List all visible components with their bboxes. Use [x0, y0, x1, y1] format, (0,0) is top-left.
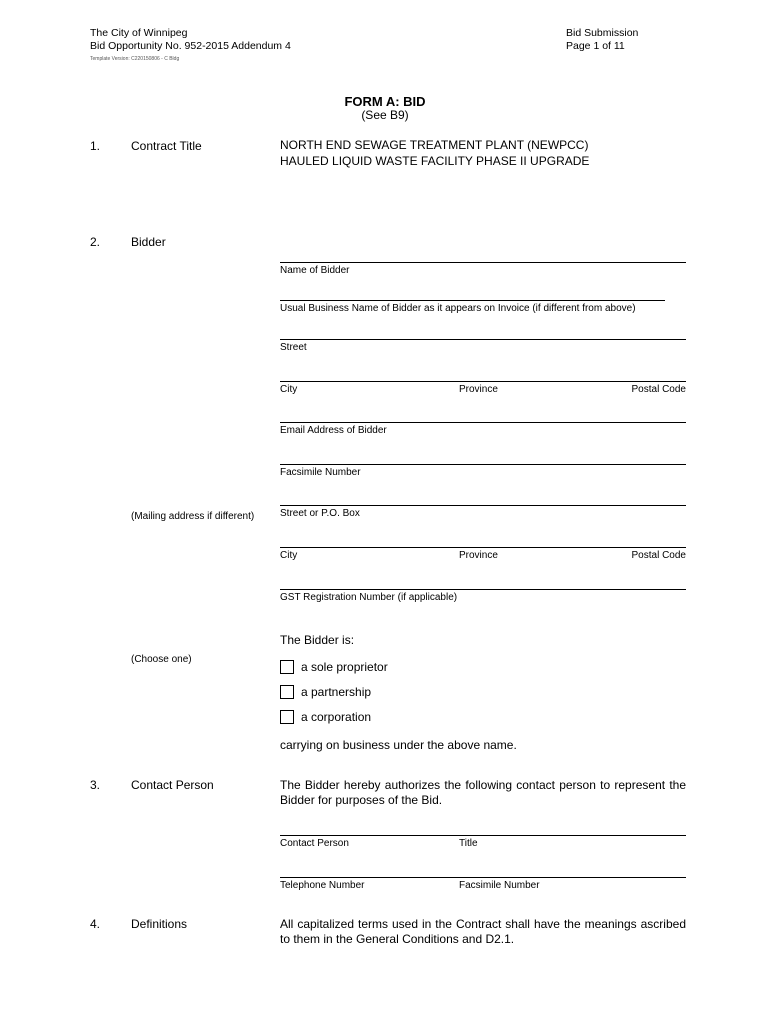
bidder-is-label: The Bidder is: [280, 633, 355, 647]
mailing-street-label: Street or P.O. Box [280, 508, 360, 519]
bidder-name-field[interactable] [280, 262, 686, 263]
contact-person-label: Contact Person [280, 838, 349, 849]
form-subtitle: (See B9) [361, 108, 409, 122]
mailing-postal-code-label: Postal Code [631, 550, 686, 561]
template-version: Template Version: C220150806 - C Bldg [90, 56, 180, 62]
city-province-postal-field[interactable] [280, 381, 686, 382]
fax-label: Facsimile Number [280, 467, 361, 478]
section-2-heading: Bidder [131, 235, 166, 249]
mailing-city-province-postal-field[interactable] [280, 547, 686, 548]
bidder-name-label: Name of Bidder [280, 265, 350, 276]
mailing-address-note: (Mailing address if different) [131, 511, 255, 522]
street-label: Street [280, 342, 307, 353]
header-org: The City of Winnipeg [90, 27, 188, 39]
postal-code-label: Postal Code [631, 384, 686, 395]
header-page-number: Page 1 of 11 [566, 40, 625, 52]
carrying-on-business-text: carrying on business under the above name. [280, 738, 517, 752]
section-3-number: 3. [90, 778, 101, 792]
choose-one-note: (Choose one) [131, 654, 192, 665]
email-label: Email Address of Bidder [280, 425, 387, 436]
mailing-province-label: Province [459, 550, 498, 561]
section-2-number: 2. [90, 235, 101, 249]
fax-field[interactable] [280, 464, 686, 465]
mailing-city-label: City [280, 550, 298, 561]
partnership-label: a partnership [301, 685, 372, 699]
usual-business-name-field[interactable] [280, 300, 665, 301]
definitions-text: All capitalized terms used in the Contract shall have the meanings ascribed to them in the General Conditions and D2.1. [280, 917, 686, 946]
telephone-label: Telephone Number [280, 880, 365, 891]
corporation-label: a corporation [301, 710, 372, 724]
gst-field[interactable] [280, 589, 686, 590]
section-1-number: 1. [90, 139, 101, 153]
corporation-checkbox[interactable] [280, 710, 294, 724]
section-4-heading: Definitions [131, 917, 188, 931]
partnership-checkbox[interactable] [280, 685, 294, 699]
header-opportunity: Bid Opportunity No. 952-2015 Addendum 4 [90, 40, 291, 52]
section-1-heading: Contract Title [131, 139, 202, 153]
header-doc-type: Bid Submission [566, 27, 639, 39]
city-label: City [280, 384, 298, 395]
street-field[interactable] [280, 339, 686, 340]
contact-title-label: Title [459, 838, 478, 849]
section-3-heading: Contact Person [131, 778, 214, 792]
mailing-street-field[interactable] [280, 505, 686, 506]
contact-fax-label: Facsimile Number [459, 880, 540, 891]
phone-fax-field[interactable] [280, 877, 686, 878]
contact-authorization-text: The Bidder hereby authorizes the following contact person to represent the Bidder for purposes of the Bid. [280, 778, 686, 807]
sole-proprietor-label: a sole proprietor [301, 660, 388, 674]
contact-title-field[interactable] [280, 835, 686, 836]
usual-business-name-label: Usual Business Name of Bidder as it appears on Invoice (if different from above) [280, 303, 636, 314]
province-label: Province [459, 384, 498, 395]
section-4-number: 4. [90, 917, 101, 931]
contract-title-line-1: NORTH END SEWAGE TREATMENT PLANT (NEWPCC) [280, 138, 589, 152]
contract-title-line-2: HAULED LIQUID WASTE FACILITY PHASE II UPGRADE [280, 154, 590, 168]
gst-label: GST Registration Number (if applicable) [280, 592, 458, 603]
form-title: FORM A: BID [344, 94, 426, 109]
email-field[interactable] [280, 422, 686, 423]
sole-proprietor-checkbox[interactable] [280, 660, 294, 674]
